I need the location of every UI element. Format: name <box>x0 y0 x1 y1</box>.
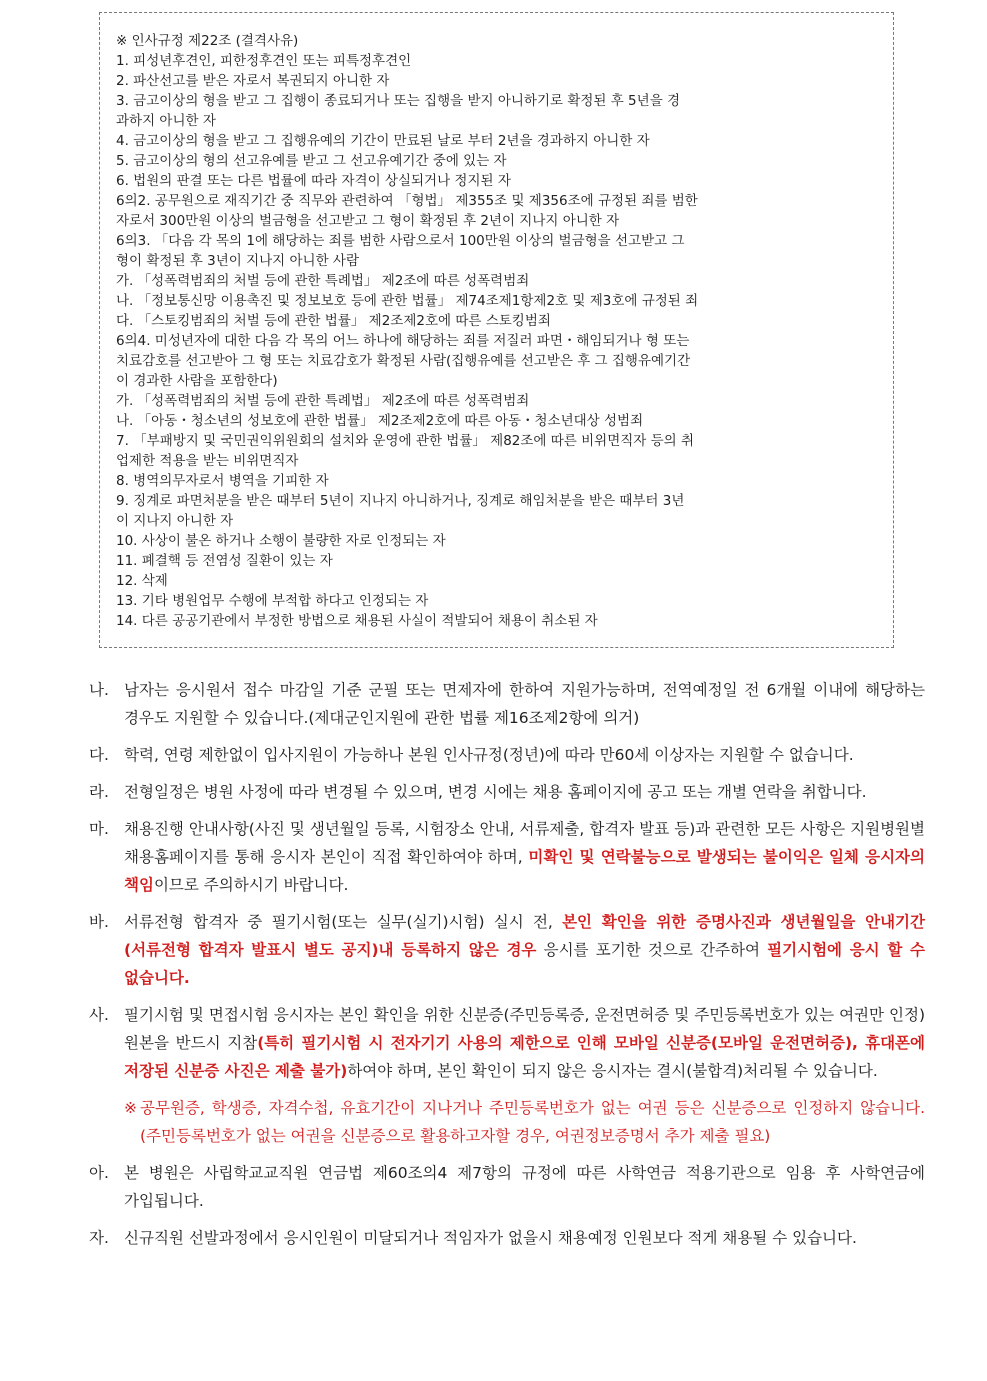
item-text <box>124 1001 925 1085</box>
item-text-part: 채용진행 안내사항(사진 및 생년월일 등록, 시험장소 안내, 서류제출, 합격자 발표 등)과 관련한 모든 사항은 지원병원별 채용홈페이지를 통해 응시자 본인이 직접 확인하여야 하며, <box>124 820 925 866</box>
regulation-line: 자로서 300만원 이상의 벌금형을 선고받고 그 형이 확정된 후 2년이 지나지 아니한 자 <box>116 213 620 229</box>
regulation-line: 9. 징계로 파면처분을 받은 때부터 5년이 지나지 아니하거나, 징계로 해임처분을 받은 때부터 3년 <box>116 493 685 509</box>
regulation-line: 형이 확정된 후 3년이 지나지 아니한 사람 <box>116 253 359 269</box>
regulation-line: 12. 삭제 <box>116 573 168 589</box>
item-text-part: 하여야 하며, 본인 확인이 되지 않은 응시자는 결시(불합격)처리될 수 있습니다. <box>347 1062 878 1080</box>
item-label: 자. <box>89 1229 109 1247</box>
regulation-line: 가. 「성폭력범죄의 처벌 등에 관한 특례법」 제2조에 따른 성폭력범죄 <box>116 393 530 409</box>
item-ba <box>89 908 925 992</box>
regulation-line: 14. 다른 공공기관에서 부정한 방법으로 채용된 사실이 적발되어 채용이 취소된 자 <box>116 613 598 629</box>
regulation-line: 과하지 아니한 자 <box>116 113 216 129</box>
item-text <box>124 815 925 899</box>
regulation-line: 5. 금고이상의 형의 선고유예를 받고 그 선고유예기간 중에 있는 자 <box>116 153 507 169</box>
regulation-line: 나. 「정보통신망 이용촉진 및 정보보호 등에 관한 법률」 제74조제1항제2호 및 제3호에 규정된 죄 <box>116 293 699 309</box>
item-ja <box>89 1224 925 1252</box>
regulation-line: 업제한 적용을 받는 비위면직자 <box>116 453 299 469</box>
regulation-line: 6의2. 공무원으로 재직기간 중 직무와 관련하여 「형법」 제355조 및 제356조에 규정된 죄를 범한 <box>116 193 698 209</box>
regulation-line: 11. 폐결핵 등 전염성 질환이 있는 자 <box>116 553 333 569</box>
regulation-line: 13. 기타 병원업무 수행에 부적합 하다고 인정되는 자 <box>116 593 429 609</box>
regulation-box <box>99 12 894 648</box>
regulation-line: 10. 사상이 불온 하거나 소행이 불량한 자로 인정되는 자 <box>116 533 446 549</box>
regulation-line: 8. 병역의무자로서 병역을 기피한 자 <box>116 473 329 489</box>
regulation-line: 치료감호를 선고받아 그 형 또는 치료감호가 확정된 사람(집행유예를 선고받은 후 그 집행유예기간 <box>116 353 691 369</box>
regulation-line: 3. 금고이상의 형을 받고 그 집행이 종료되거나 또는 집행을 받지 아니하기로 확정된 후 5년을 경 <box>116 93 681 109</box>
emphasis-text: 필기시험에 응시 할 수 없습니다. <box>124 941 925 987</box>
emphasis-text: (특히 필기시험 시 전자기기 사용의 제한으로 인해 모바일 신분증(모바일 운전면허증), 휴대폰에 저장된 신분증 사진은 제출 불가) <box>124 1034 925 1080</box>
regulation-line: 이 경과한 사람을 포함한다) <box>116 373 278 389</box>
regulation-line: 4. 금고이상의 형을 받고 그 집행유예의 기간이 만료된 날로 부터 2년을 경과하지 아니한 자 <box>116 133 650 149</box>
note-mark: ※ <box>124 1099 137 1117</box>
item-label: 사. <box>89 1006 109 1024</box>
item-text: 학력, 연령 제한없이 입사지원이 가능하나 본원 인사규정(정년)에 따라 만60세 이상자는 지원할 수 없습니다. <box>124 746 854 764</box>
regulation-title: ※ 인사규정 제22조 (결격사유) <box>116 33 299 49</box>
item-text: 남자는 응시원서 접수 마감일 기준 군필 또는 면제자에 한하여 지원가능하며, 전역예정일 전 6개월 이내에 해당하는 경우도 지원할 수 있습니다.(제대군인지원에 관한 법률 제16조제2항에 의거) <box>124 681 925 727</box>
item-text-part: 이므로 주의하시기 바랍니다. <box>153 876 349 894</box>
item-sa <box>89 1001 925 1085</box>
item-da <box>89 741 925 769</box>
emphasis-text: 미확인 및 연락불능으로 발생되는 불이익은 일체 응시자의 책임 <box>124 848 925 894</box>
notice-items <box>89 676 925 1261</box>
regulation-line: 다. 「스토킹범죄의 처벌 등에 관한 법률」 제2조제2호에 따른 스토킹범죄 <box>116 313 551 329</box>
item-label: 마. <box>89 820 109 838</box>
item-text-part: 서류전형 합격자 중 필기시험(또는 실무(실기)시험) 실시 전, <box>124 913 563 931</box>
regulation-line: 이 지나지 아니한 자 <box>116 513 234 529</box>
regulation-line: 6. 법원의 판결 또는 다른 법률에 따라 자격이 상실되거나 정지된 자 <box>116 173 511 189</box>
regulation-content <box>116 31 881 631</box>
item-a <box>89 1159 925 1215</box>
regulation-line: 나. 「아동・청소년의 성보호에 관한 법률」 제2조제2호에 따른 아동・청소년대상 성범죄 <box>116 413 644 429</box>
regulation-line: 가. 「성폭력범죄의 처벌 등에 관한 특례법」 제2조에 따른 성폭력범죄 <box>116 273 530 289</box>
item-sa-note <box>124 1094 925 1150</box>
emphasis-text: 본인 확인을 위한 증명사진과 생년월일을 안내기간(서류전형 합격자 발표시 별도 공지)내 등록하지 않은 경우 <box>124 913 925 959</box>
item-label: 바. <box>89 913 109 931</box>
regulation-line: 2. 파산선고를 받은 자로서 복권되지 아니한 자 <box>116 73 390 89</box>
item-label: 나. <box>89 681 109 699</box>
item-label: 아. <box>89 1164 109 1182</box>
regulation-line: 6의3. 「다음 각 목의 1에 해당하는 죄를 범한 사람으로서 100만원 이상의 벌금형을 선고받고 그 <box>116 233 685 249</box>
item-text: 본 병원은 사립학교교직원 연금법 제60조의4 제7항의 규정에 따른 사학연금 적용기관으로 임용 후 사학연금에 가입됩니다. <box>124 1164 925 1210</box>
regulation-line: 7. 「부패방지 및 국민권익위원회의 설치와 운영에 관한 법률」 제82조에 따른 비위면직자 등의 취 <box>116 433 695 449</box>
item-label: 라. <box>89 783 109 801</box>
item-text <box>124 908 925 992</box>
item-ma <box>89 815 925 899</box>
note-text: 공무원증, 학생증, 자격수첩, 유효기간이 지나거나 주민등록번호가 없는 여권 등은 신분증으로 인정하지 않습니다.(주민등록번호가 없는 여권을 신분증으로 활용하고자할 경우, 여권정보증명서 추가 제출 필요) <box>140 1099 925 1145</box>
item-text-part: 응시를 포기한 것으로 간주하여 <box>536 941 768 959</box>
item-ra <box>89 778 925 806</box>
item-na <box>89 676 925 732</box>
regulation-line: 6의4. 미성년자에 대한 다음 각 목의 어느 하나에 해당하는 죄를 저질러 파면・해임되거나 형 또는 <box>116 333 690 349</box>
item-label: 다. <box>89 746 109 764</box>
item-text: 신규직원 선발과정에서 응시인원이 미달되거나 적임자가 없을시 채용예정 인원보다 적게 채용될 수 있습니다. <box>124 1229 857 1247</box>
regulation-line: 1. 피성년후견인, 피한정후견인 또는 피특정후견인 <box>116 53 412 69</box>
item-text: 전형일정은 병원 사정에 따라 변경될 수 있으며, 변경 시에는 채용 홈페이지에 공고 또는 개별 연락을 취합니다. <box>124 783 867 801</box>
item-text-part: 필기시험 및 면접시험 응시자는 본인 확인을 위한 신분증(주민등록증, 운전면허증 및 주민등록번호가 있는 여권만 인정) 원본을 반드시 지참 <box>124 1006 925 1052</box>
